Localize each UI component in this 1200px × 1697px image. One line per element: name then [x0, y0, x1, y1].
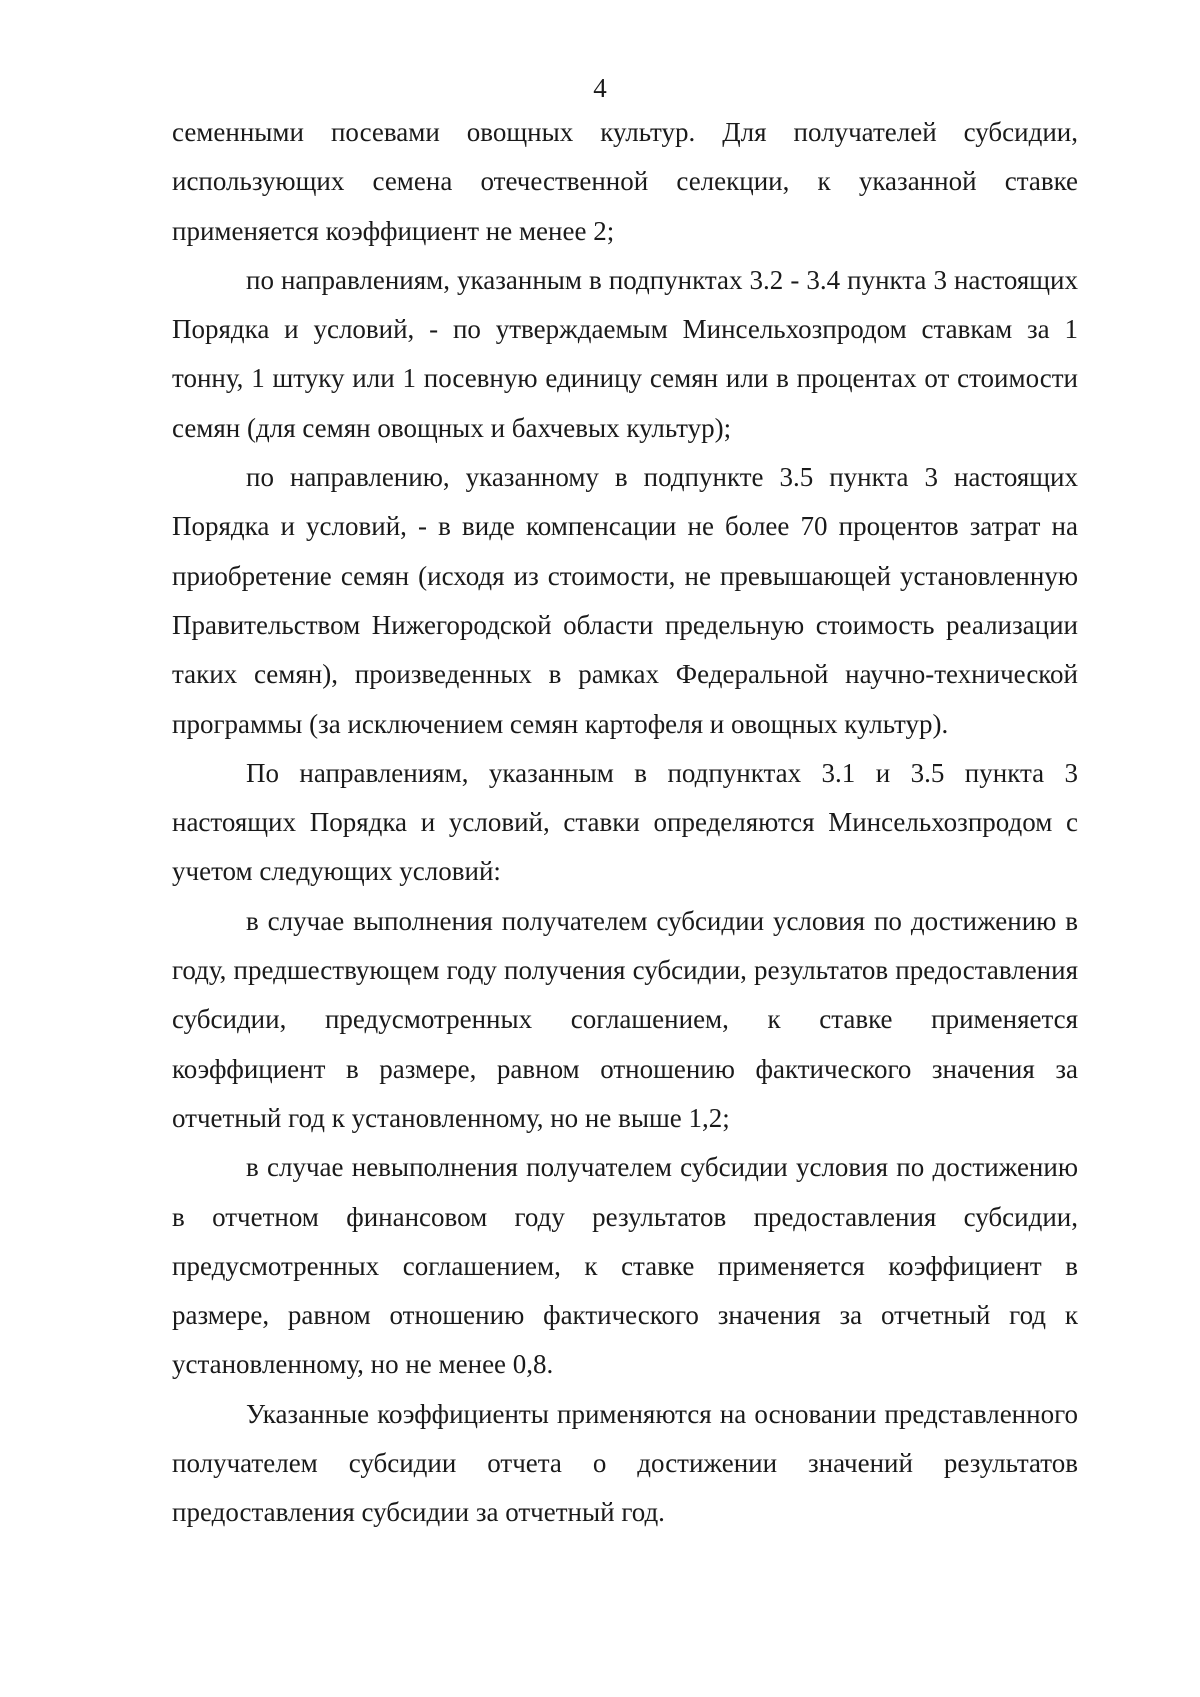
paragraph-rates-conditions: По направлениям, указанным в подпунктах 3.1 и 3.5 пункта 3 настоящих Порядка и условий, ставки определяются Минсельхозпродом с учетом следующих условий:	[172, 757, 1078, 887]
paragraph-coefficients-basis: Указанные коэффициенты применяются на основании представленного получателем субсидии отчета о достижении значений результатов предоставления субсидии за отчетный год.	[172, 1398, 1078, 1528]
paragraph-directions-3-2-3-4: по направлениям, указанным в подпунктах 3.2 - 3.4 пункта 3 настоящих Порядка и условий, - по утверждаемым Минсельхозпродом ставкам за 1 тонну, 1 штуку или 1 посевную единицу семян или в процентах от стоимости семян (для семян овощных и бахчевых культур);	[172, 264, 1078, 443]
paragraph-direction-3-5: по направлению, указанному в подпункте 3.5 пункта 3 настоящих Порядка и условий, - в виде компенсации не более 70 процентов затрат на приобретение семян (исходя из стоимости, не превышающей установленную Правительством Нижегородской области предельную стоимость реализации таких семян), произведенных в рамках Федеральной научно-технической программы (за исключением семян картофеля и овощных культур).	[172, 462, 1078, 739]
paragraph-continuation: семенными посевами овощных культур. Для получателей субсидии, использующих семена отечественной селекции, к указанной ставке применяется коэффициент не менее 2;	[172, 117, 1078, 246]
paragraph-nonfulfillment-coefficient: в случае невыполнения получателем субсидии условия по достижению в отчетном финансовом году результатов предоставления субсидии, предусмотренных соглашением, к ставке применяется коэффициент в размере, равном отношению фактического значения за отчетный год к установленному, но не менее 0,8.	[172, 1152, 1078, 1380]
document-body	[172, 108, 1078, 1538]
paragraph-fulfillment-coefficient: в случае выполнения получателем субсидии условия по достижению в году, предшествующем году получения субсидии, результатов предоставления субсидии, предусмотренных соглашением, к ставке применяется коэффициент в размере, равном отношению фактического значения за отчетный год к установленному, но не выше 1,2;	[172, 905, 1078, 1133]
page-number: 4	[593, 73, 607, 103]
